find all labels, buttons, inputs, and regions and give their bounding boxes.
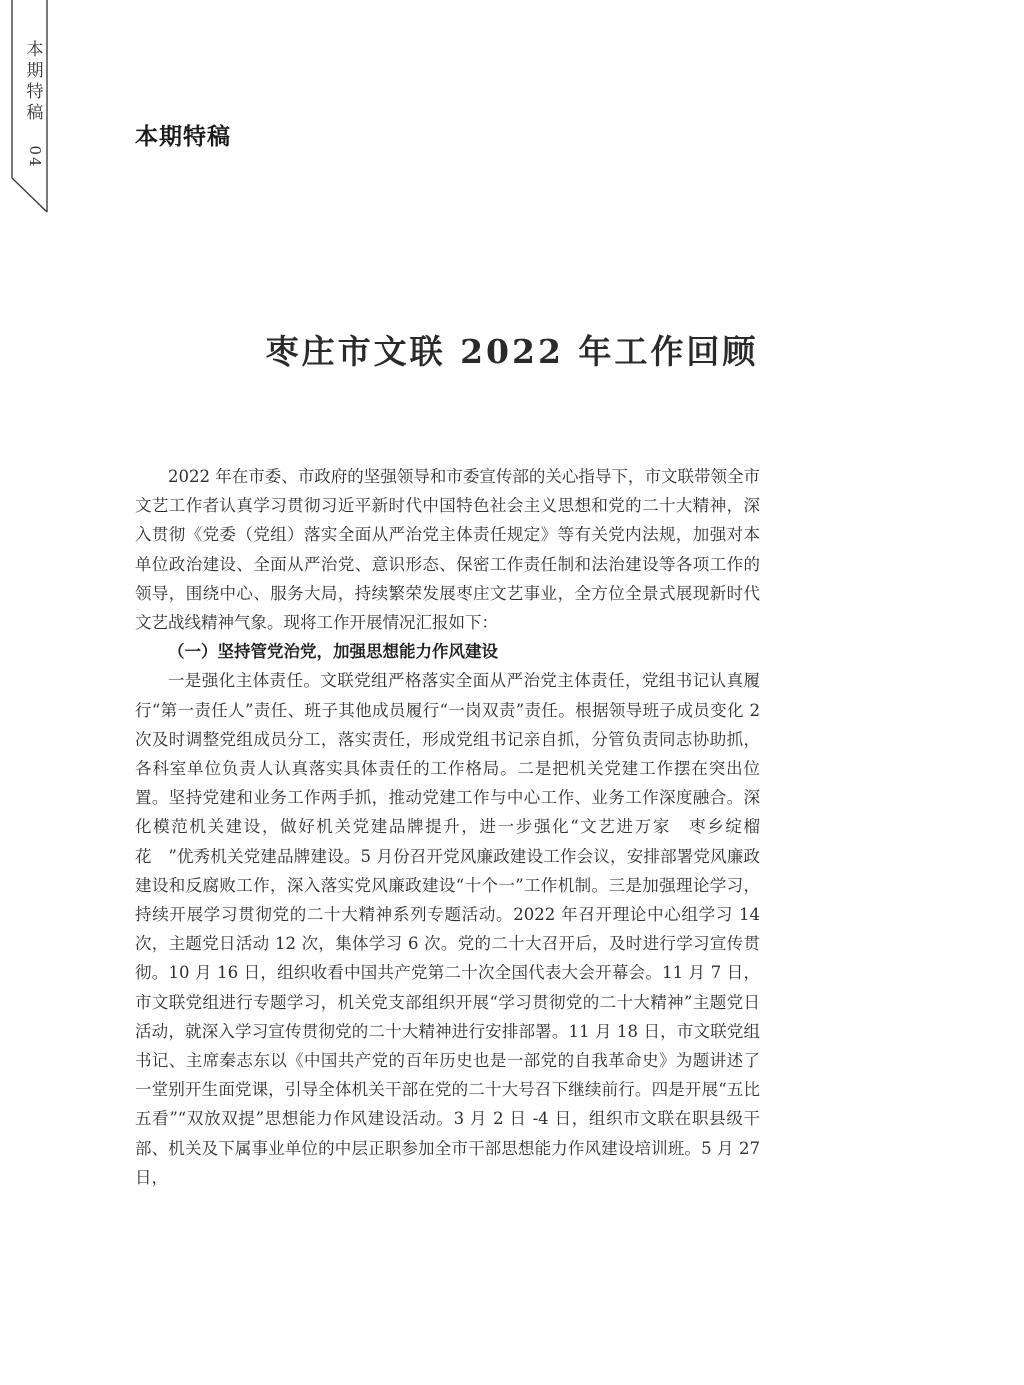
section-heading: （一）坚持管党治党，加强思想能力作风建设 [168,642,498,662]
section-label: 本期特稿 [135,124,231,150]
side-label-char: 特 [26,82,44,102]
side-tab [0,0,50,215]
side-section-label [25,40,45,124]
side-label-char: 期 [26,61,44,81]
side-label-char: 稿 [26,103,44,123]
article-title: 枣庄市文联 2022 年工作回顾 [265,332,759,371]
article-body [135,462,760,1192]
intro-paragraph: 2022 年在市委、市政府的坚强领导和市委宣传部的关心指导下，市文联带领全市文艺工作者认真学习贯彻习近平新时代中国特色社会主义思想和党的二十大精神，深入贯彻《党委（党组）落实全面从严治党主体责任规定》等有关党内法规，加强对本单位政治建设、全面从严治党、意识形态、保密工作责任制和法治建设等各项工作的领导，围绕中心、服务大局，持续繁荣发展枣庄文艺事业，全方位全景式展现新时代文艺战线精神气象。现将工作开展情况汇报如下： [135,467,760,633]
side-label-char: 本 [26,40,44,60]
page-number: 04 [26,145,44,169]
section-paragraph: 一是强化主体责任。文联党组严格落实全面从严治党主体责任，党组书记认真履行“第一责任人”责任、班子其他成员履行“一岗双责”责任。根据领导班子成员变化 2 次及时调整党组成员分工，落实责任，形成党组书记亲自抓，分管负责同志协助抓，各科室单位负责人认真落实具体责任的工作格局。二是把机关党建工作摆在突出位置。坚持党建和业务工作两手抓，推动党建工作与中心工作、业务工作深度融合。深化模范机关建设，做好机关党建品牌提升，进一步强化“文艺进万家 枣乡绽榴花 ”优秀机关党建品牌建设。5 月份召开党风廉政建设工作会议，安排部署党风廉政建设和反腐败工作，深入落实党风廉政建设“十个一”工作机制。三是加强理论学习，持续开展学习贯彻党的二十大精神系列专题活动。2022 年召开理论中心组学习 14 次，主题党日活动 12 次，集体学习 6 次。党的二十大召开后，及时进行学习宣传贯彻。10 月 16 日，组织收看中国共产党第二十次全国代表大会开幕会。11 月 7 日，市文联党组进行专题学习，机关党支部组织开展“学习贯彻党的二十大精神”主题党日活动，就深入学习宣传贯彻党的二十大精神进行安排部署。11 月 18 日，市文联党组书记、主席秦志东以《中国共产党的百年历史也是一部党的自我革命史》为题讲述了一堂别开生面党课，引导全体机关干部在党的二十大号召下继续前行。四是开展“五比五看”“双放双提”思想能力作风建设活动。3 月 2 日 -4 日，组织市文联在职县级干部、机关及下属事业单位的中层正职参加全市干部思想能力作风建设培训班。5 月 27 日， [135,671,760,1187]
